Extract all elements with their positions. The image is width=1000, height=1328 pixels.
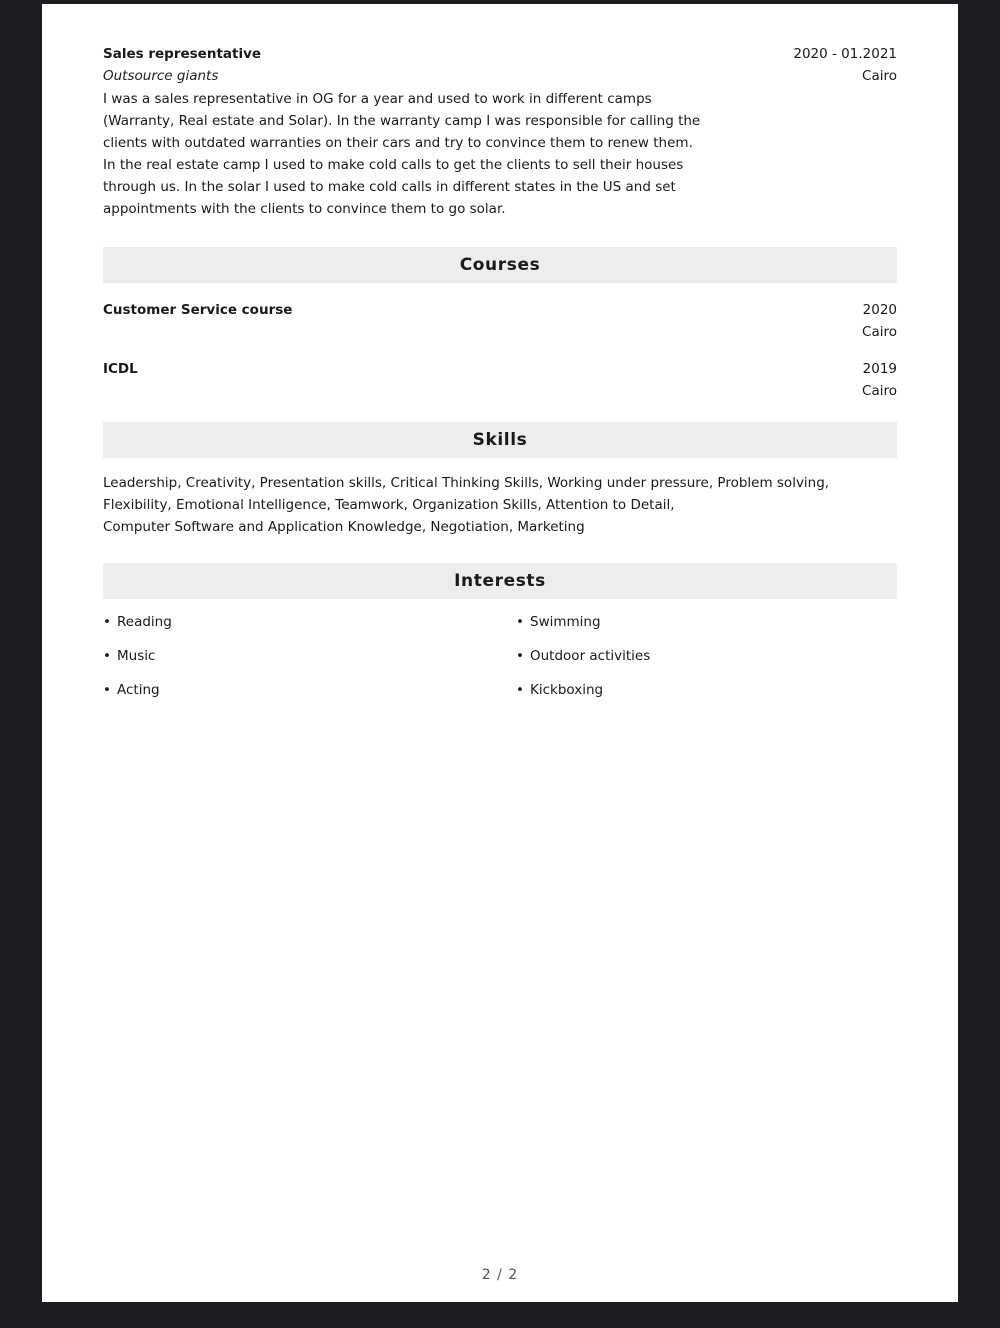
bullet-icon: • [103, 682, 111, 698]
interest-item: • Reading [103, 614, 172, 630]
bullet-icon: • [516, 614, 524, 630]
course-name: Customer Service course [103, 302, 293, 318]
courses-section-header [103, 247, 897, 283]
course-item [103, 300, 897, 344]
course-location: Cairo [862, 324, 897, 340]
course-location: Cairo [862, 383, 897, 399]
page-indicator: 2 / 2 [481, 1267, 519, 1283]
skills-line: Computer Software and Application Knowledge, Negotiation, Marketing [103, 519, 585, 535]
job-dates: 2020 - 01.2021 [793, 46, 897, 62]
interests-heading: Interests [454, 571, 546, 591]
interest-item: • Music [103, 648, 156, 664]
job-description-line: clients with outdated warranties on their cars and try to convince them to renew them. [103, 135, 693, 151]
interest-item: • Swimming [516, 614, 601, 630]
experience-entry-header [103, 44, 897, 88]
resume-page [42, 4, 958, 1302]
course-item [103, 359, 897, 403]
bullet-icon: • [103, 614, 111, 630]
bullet-icon: • [516, 682, 524, 698]
skills-line: Leadership, Creativity, Presentation skills, Critical Thinking Skills, Working under pressure, Problem solving, [103, 475, 830, 491]
skills-section-header [103, 422, 897, 458]
job-title: Sales representative [103, 46, 262, 62]
bullet-icon: • [516, 648, 524, 664]
skills-list [103, 472, 897, 538]
job-description-line: through us. In the solar I used to make cold calls in different states in the US and set [103, 179, 676, 195]
course-name: ICDL [103, 361, 138, 377]
job-description-line: I was a sales representative in OG for a year and used to work in different camps [103, 91, 652, 107]
courses-heading: Courses [459, 255, 541, 275]
bullet-icon: • [103, 648, 111, 664]
interests-list [103, 612, 897, 712]
skills-line: Flexibility, Emotional Intelligence, Teamwork, Organization Skills, Attention to Detail, [103, 497, 675, 513]
interests-section-header [103, 563, 897, 599]
course-year: 2020 [862, 302, 897, 318]
job-description-line: In the real estate camp I used to make cold calls to get the clients to sell their houses [103, 157, 684, 173]
job-description [103, 88, 743, 220]
job-company: Outsource giants [103, 68, 219, 84]
job-location: Cairo [862, 68, 897, 84]
skills-heading: Skills [472, 430, 528, 450]
interest-item: • Kickboxing [516, 682, 604, 698]
interest-item: • Acting [103, 682, 160, 698]
course-year: 2019 [862, 361, 897, 377]
resume-content [103, 44, 897, 712]
interest-item: • Outdoor activities [516, 648, 651, 664]
job-description-line: (Warranty, Real estate and Solar). In the warranty camp I was responsible for calling the [103, 113, 701, 129]
job-description-line: appointments with the clients to convince them to go solar. [103, 201, 506, 217]
